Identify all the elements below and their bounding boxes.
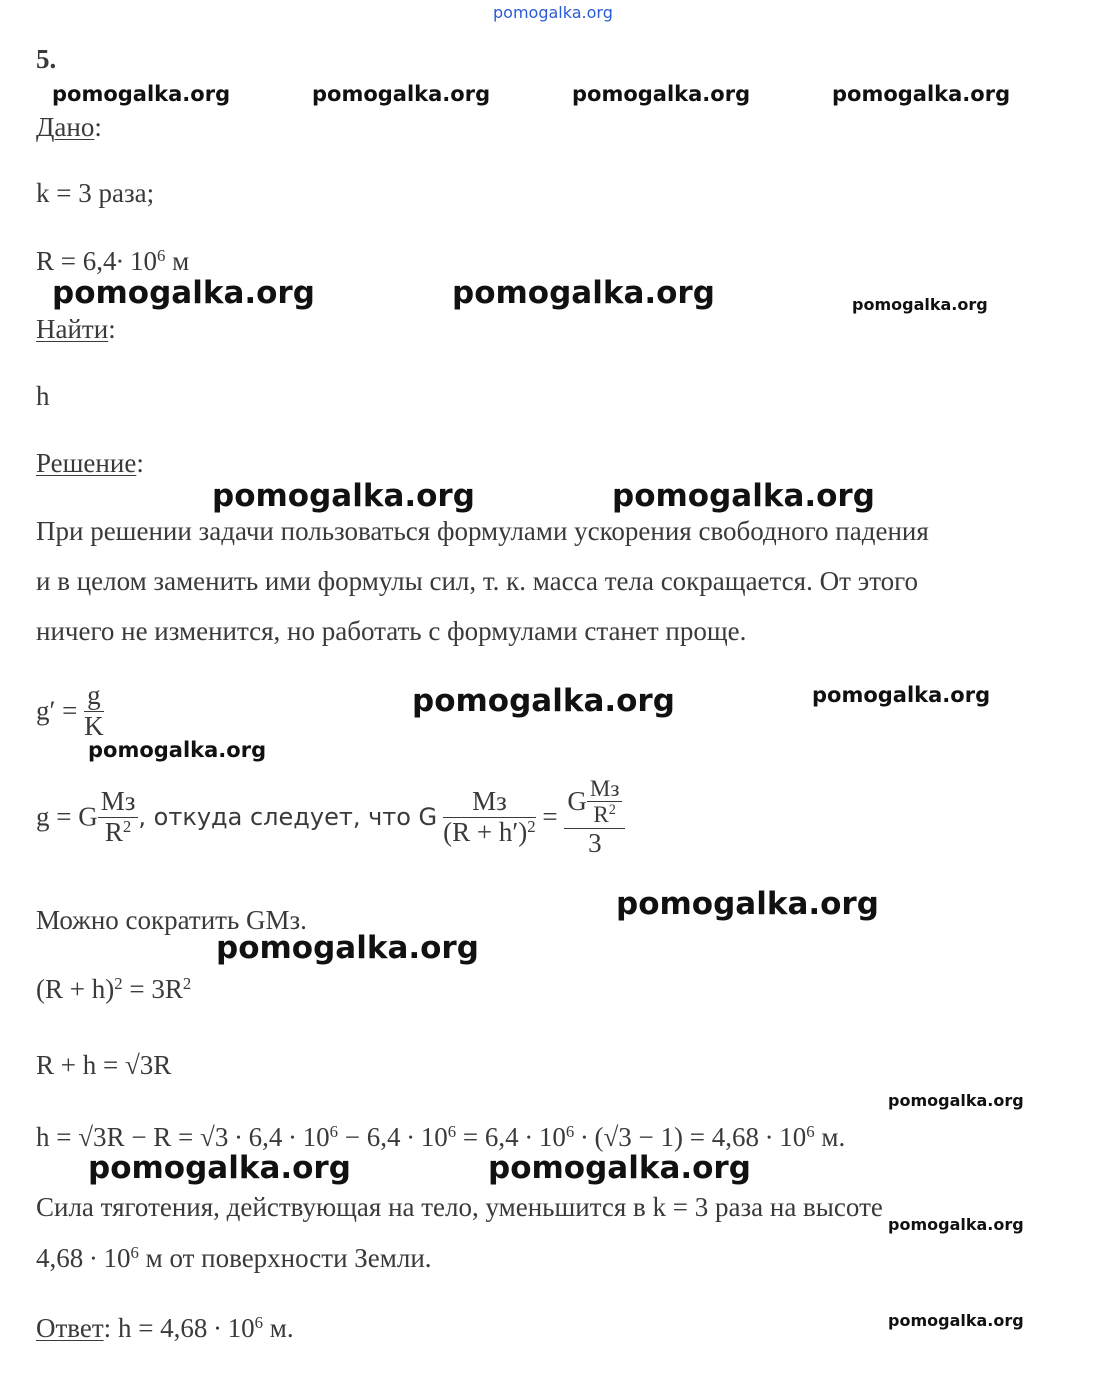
find-label: Найти xyxy=(36,314,109,344)
watermark-top: pomogalka.org xyxy=(493,3,613,22)
problem-number: 5. xyxy=(36,44,57,74)
eq2-den1-exp: 2 xyxy=(122,816,132,836)
eq5-p8: м. xyxy=(814,1122,846,1152)
watermark: pomogalka.org xyxy=(88,738,267,762)
watermark: pomogalka.org xyxy=(488,1150,751,1186)
find-value: h xyxy=(36,381,50,411)
eq4-a: R + h = xyxy=(36,1050,125,1080)
solution-label: Решение xyxy=(36,448,137,478)
eq5-p7: − 1) = 4,68 ∙ 10 xyxy=(631,1122,807,1152)
eq2-inner-den-exp: 2 xyxy=(608,802,616,819)
eq5-p3: ∙ 6,4 ∙ 10 xyxy=(228,1122,330,1152)
eq1-num: g xyxy=(84,681,104,712)
conclusion-2-exp: 6 xyxy=(130,1242,139,1262)
eq5-e1: 6 xyxy=(329,1121,338,1141)
eq5-p6: ∙ ( xyxy=(574,1122,604,1152)
eq5-r1: √3 xyxy=(78,1122,107,1152)
eq2-num1: Mз xyxy=(98,787,139,818)
eq2-inner-den-base: R xyxy=(593,802,609,828)
eq5-e3: 6 xyxy=(565,1121,575,1141)
eq2-big-num xyxy=(564,776,625,829)
watermark: pomogalka.org xyxy=(572,82,751,106)
given-r xyxy=(36,245,190,276)
eq5-p2: R − R = xyxy=(106,1122,201,1152)
watermark: pomogalka.org xyxy=(812,683,991,707)
eq4-root: √3 xyxy=(124,1050,154,1080)
eq3-a: (R + h) xyxy=(36,974,115,1004)
watermark: pomogalka.org xyxy=(888,1311,1024,1330)
watermark: pomogalka.org xyxy=(832,82,1011,106)
eq2-den1-base: R xyxy=(104,816,123,847)
eq2-inner-den xyxy=(587,802,623,827)
given-k: k = 3 раза; xyxy=(36,178,155,208)
given-colon: : xyxy=(94,112,102,142)
watermark: pomogalka.org xyxy=(212,478,475,514)
eq5-p4: − 6,4 ∙ 10 xyxy=(338,1122,448,1152)
solution-heading xyxy=(36,450,144,477)
watermark: pomogalka.org xyxy=(616,886,879,922)
given-r-exp: 6 xyxy=(157,245,166,265)
eq1-den: K xyxy=(84,710,104,741)
given-r-unit: м xyxy=(165,246,190,276)
eq5-r2: √3 xyxy=(200,1122,229,1152)
eq2-inner-num: Mз xyxy=(587,776,623,802)
conclusion-2-suffix: м от поверхности Земли. xyxy=(138,1243,432,1273)
eq3-a-exp: 2 xyxy=(114,973,123,993)
answer-exp: 6 xyxy=(254,1312,264,1332)
watermark: pomogalka.org xyxy=(412,683,675,719)
eq5-r3: √3 xyxy=(603,1122,632,1152)
given-heading xyxy=(36,114,102,141)
equation-g-prime xyxy=(36,681,104,741)
eq2-mid: , откуда следует, что G xyxy=(138,803,438,832)
equation-4 xyxy=(36,1052,171,1079)
equation-5 xyxy=(36,1121,846,1152)
answer-prefix: h = 4,68 ∙ 10 xyxy=(111,1313,255,1343)
eq3-b: = 3R xyxy=(122,974,183,1004)
answer-suffix: м. xyxy=(263,1313,294,1343)
watermark: pomogalka.org xyxy=(216,930,479,966)
find-colon: : xyxy=(108,314,116,344)
eq4-b: R xyxy=(153,1050,172,1080)
eq2-den1 xyxy=(98,818,139,848)
conclusion-line-2 xyxy=(36,1242,432,1273)
eq2-big-den: 3 xyxy=(588,827,602,858)
find-heading xyxy=(36,316,116,343)
solution-paragraph-line: ничего не изменится, но работать с формулами станет проще. xyxy=(36,616,747,646)
eq2-den2-base: (R + h′) xyxy=(443,816,528,847)
eq5-p5: = 6,4 ∙ 10 xyxy=(456,1122,566,1152)
given-label: Дано xyxy=(36,112,95,142)
eq5-e2: 6 xyxy=(447,1121,457,1141)
equation-3 xyxy=(36,973,192,1004)
eq1-lhs: g′ = xyxy=(36,695,85,726)
watermark: pomogalka.org xyxy=(52,275,315,311)
eq2-frac-3 xyxy=(564,776,625,858)
equation-g-full xyxy=(36,776,625,858)
watermark: pomogalka.org xyxy=(452,275,715,311)
conclusion-line: Сила тяготения, действующая на тело, уменьшится в k = 3 раза на высоте xyxy=(36,1192,883,1222)
solution-paragraph-line: При решении задачи пользоваться формулами ускорения свободного падения xyxy=(36,516,929,546)
eq2-num2: Mз xyxy=(443,787,536,818)
eq2-frac-2 xyxy=(443,787,536,847)
eq2-den2 xyxy=(443,818,536,848)
watermark: pomogalka.org xyxy=(612,478,875,514)
watermark: pomogalka.org xyxy=(888,1215,1024,1234)
eq2-den2-exp: 2 xyxy=(527,816,536,836)
answer-colon: : xyxy=(103,1313,112,1343)
given-r-prefix: R = 6,4∙ 10 xyxy=(36,246,157,276)
eq3-b-exp: 2 xyxy=(182,973,192,993)
conclusion-2-prefix: 4,68 ∙ 10 xyxy=(36,1243,131,1273)
eq2-big-num-prefix: G xyxy=(567,785,587,816)
eq5-e4: 6 xyxy=(806,1121,815,1141)
watermark: pomogalka.org xyxy=(52,82,231,106)
answer xyxy=(36,1312,294,1343)
solution-colon: : xyxy=(136,448,144,478)
eq1-fraction xyxy=(84,681,104,741)
eq2-inner-frac xyxy=(587,776,623,828)
watermark: pomogalka.org xyxy=(852,295,988,314)
solution-paragraph-line: и в целом заменить ими формулы сил, т. к. масса тела сокращается. От этого xyxy=(36,566,919,596)
reduce-text: Можно сократить GMз. xyxy=(36,905,307,935)
watermark: pomogalka.org xyxy=(312,82,491,106)
eq2-equals: = xyxy=(535,801,565,832)
watermark: pomogalka.org xyxy=(88,1150,351,1186)
eq2-frac-1 xyxy=(98,787,139,847)
eq5-p1: h = xyxy=(36,1122,79,1152)
answer-label: Ответ xyxy=(36,1313,104,1343)
watermark: pomogalka.org xyxy=(888,1091,1024,1110)
eq2-lhs: g = G xyxy=(36,801,98,832)
